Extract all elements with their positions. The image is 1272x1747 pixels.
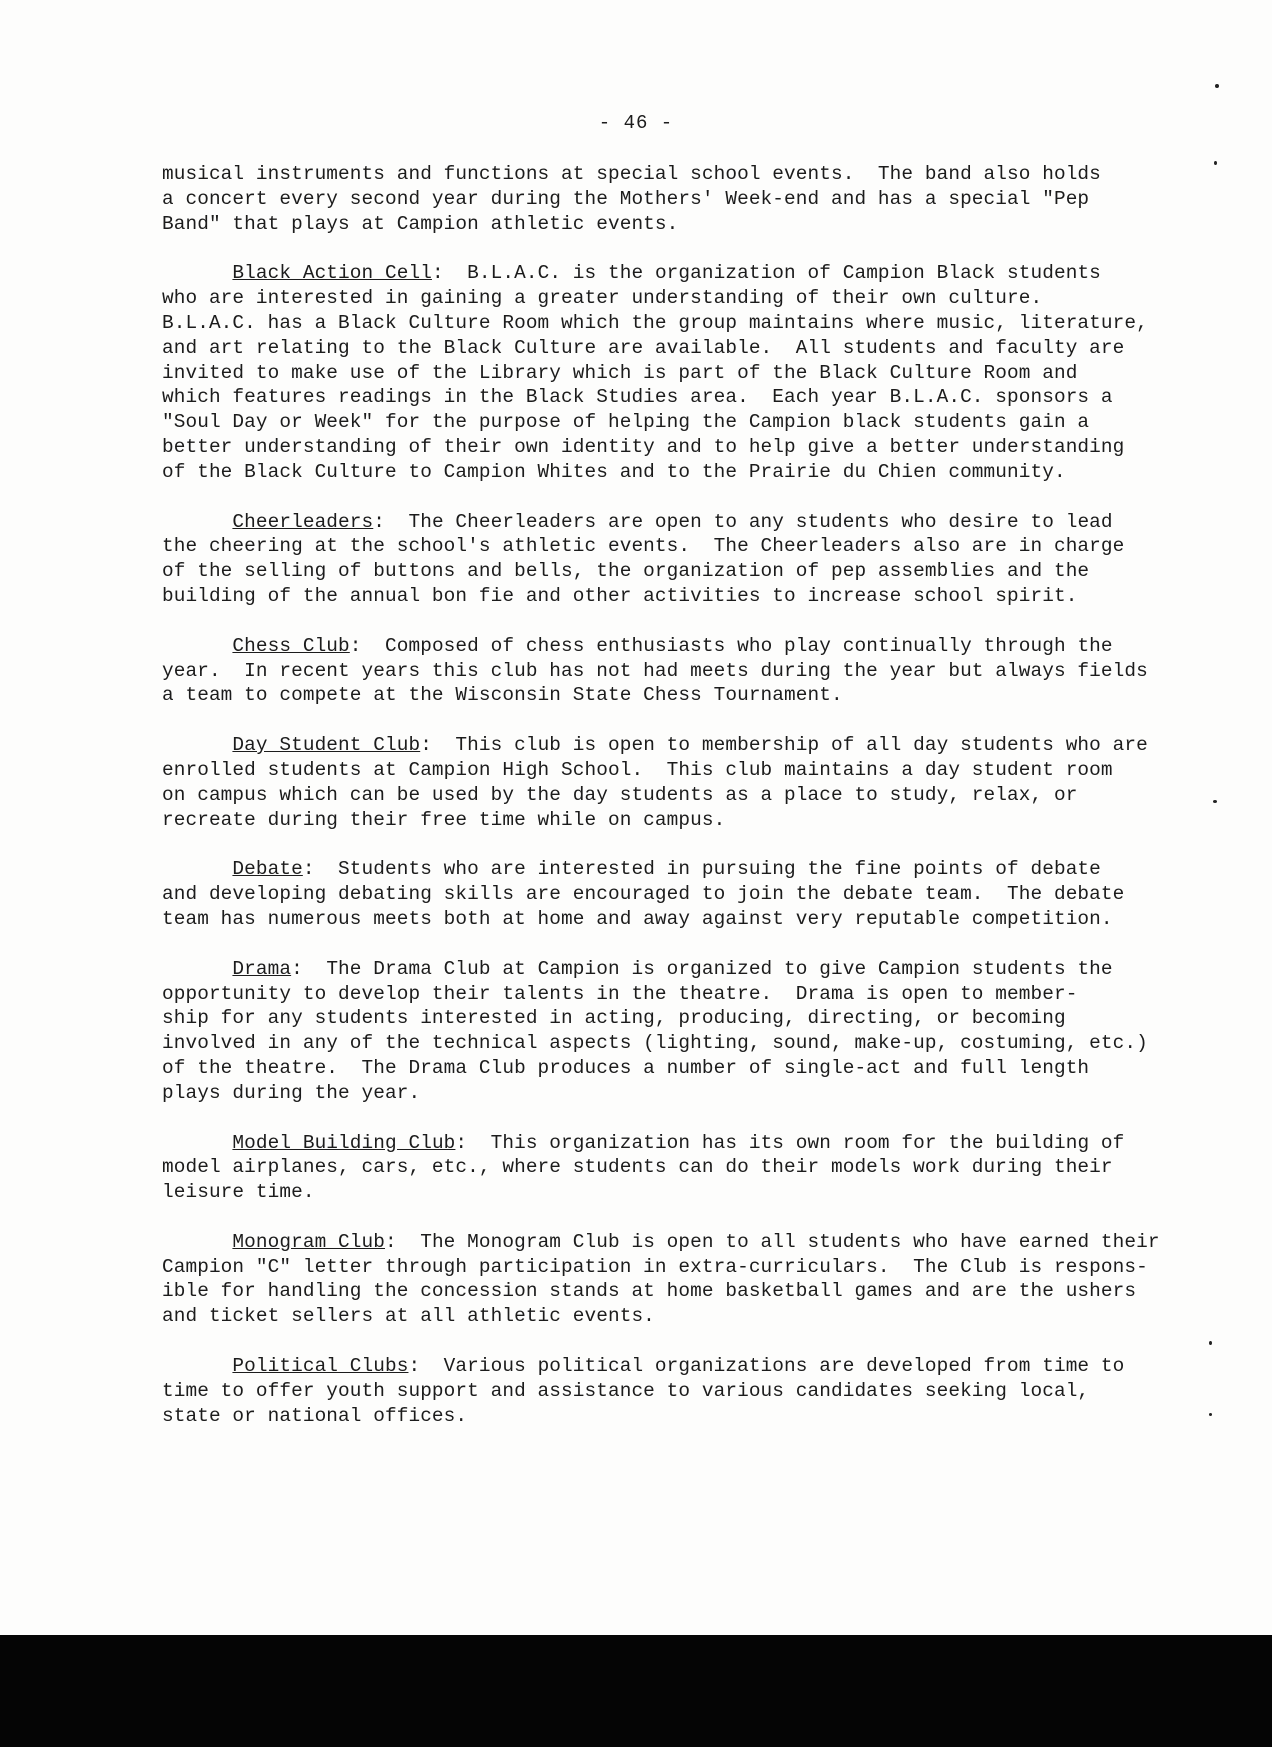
paragraph-line: and ticket sellers at all athletic events. xyxy=(162,1305,655,1328)
paragraph-first-line: : The Monogram Club is open to all students who have earned their xyxy=(385,1230,1160,1253)
paragraph-model-building-club xyxy=(162,1131,1222,1205)
scan-speck xyxy=(1209,1341,1212,1345)
heading-political-clubs: Political Clubs xyxy=(232,1355,409,1378)
paragraph-line: a team to compete at the Wisconsin State Chess Tournament. xyxy=(162,684,843,707)
paragraph-line: and developing debating skills are encouraged to join the debate team. The debate xyxy=(162,883,1125,906)
paragraph-line: opportunity to develop their talents in the theatre. Drama is open to member- xyxy=(162,982,1078,1005)
paragraph-line: Campion "C" letter through participation in extra-curriculars. The Club is respons- xyxy=(162,1255,1148,1278)
heading-chess-club: Chess Club xyxy=(232,634,350,657)
paragraph-line: of the Black Culture to Campion Whites and to the Prairie du Chien community. xyxy=(162,460,1066,483)
paragraph-line: better understanding of their own identity and to help give a better understanding xyxy=(162,435,1125,458)
paragraph-line: invited to make use of the Library which is part of the Black Culture Room and xyxy=(162,361,1078,384)
paragraph-line: involved in any of the technical aspects (lighting, sound, make-up, costuming, etc.) xyxy=(162,1032,1148,1055)
paragraph-line: team has numerous meets both at home and away against very reputable competition. xyxy=(162,907,1113,930)
paragraph-line: enrolled students at Campion High School. This club maintains a day student room xyxy=(162,758,1113,781)
paragraph-black-action-cell xyxy=(162,261,1222,484)
paragraph-line: ible for handling the concession stands at home basketball games and are the ushers xyxy=(162,1280,1137,1303)
paragraph-line: ship for any students interested in acting, producing, directing, or becoming xyxy=(162,1007,1066,1030)
paragraph-line: "Soul Day or Week" for the purpose of helping the Campion black students gain a xyxy=(162,411,1090,434)
paragraph-line: a concert every second year during the Mothers' Week-end and has a special "Pep xyxy=(162,187,1090,210)
heading-drama: Drama xyxy=(232,957,292,980)
paragraph-cheerleaders xyxy=(162,510,1222,609)
paragraph-chess-club xyxy=(162,634,1222,708)
heading-model-building-club: Model Building Club xyxy=(232,1131,456,1154)
paragraph-first-line: : B.L.A.C. is the organization of Campion Black students xyxy=(431,262,1101,285)
paragraph-line: who are interested in gaining a greater understanding of their own culture. xyxy=(162,287,1043,310)
paragraph-line: year. In recent years this club has not had meets during the year but always fields xyxy=(162,659,1148,682)
paragraph-drama xyxy=(162,957,1222,1106)
paragraph-first-line: : Students who are interested in pursuing the fine points of debate xyxy=(302,858,1101,881)
scan-border-band xyxy=(0,1635,1272,1747)
paragraph-line: and art relating to the Black Culture are available. All students and faculty are xyxy=(162,336,1125,359)
paragraph-day-student-club xyxy=(162,733,1222,832)
paragraph-line: the cheering at the school's athletic events. The Cheerleaders also are in charge xyxy=(162,535,1125,558)
scan-speck xyxy=(1209,1413,1212,1416)
scan-speck xyxy=(1213,800,1217,803)
paragraph-political-clubs xyxy=(162,1354,1222,1428)
scan-speck xyxy=(1214,161,1217,165)
paragraph-line: recreate during their free time while on campus. xyxy=(162,808,726,831)
paragraph-band xyxy=(162,162,1222,236)
heading-monogram-club: Monogram Club xyxy=(232,1230,385,1253)
paragraph-line: which features readings in the Black Studies area. Each year B.L.A.C. sponsors a xyxy=(162,386,1113,409)
heading-black-action-cell: Black Action Cell xyxy=(232,262,432,285)
body-text xyxy=(162,162,1222,1428)
paragraph-debate xyxy=(162,857,1222,931)
page-number: - 46 - xyxy=(598,112,674,134)
paragraph-line: musical instruments and functions at special school events. The band also holds xyxy=(162,163,1101,185)
paragraph-line: state or national offices. xyxy=(162,1404,468,1427)
paragraph-first-line: : Various political organizations are developed from time to xyxy=(408,1355,1125,1378)
paragraph-monogram-club xyxy=(162,1230,1222,1329)
paragraph-line: B.L.A.C. has a Black Culture Room which the group maintains where music, literature, xyxy=(162,311,1148,334)
heading-debate: Debate xyxy=(232,858,303,881)
heading-cheerleaders: Cheerleaders xyxy=(232,510,374,533)
paragraph-line: time to offer youth support and assistance to various candidates seeking local, xyxy=(162,1379,1090,1402)
paragraph-first-line: : This organization has its own room for the building of xyxy=(455,1131,1125,1154)
paragraph-line: Band" that plays at Campion athletic events. xyxy=(162,212,679,235)
paragraph-line: model airplanes, cars, etc., where students can do their models work during their xyxy=(162,1156,1113,1179)
paragraph-line: of the selling of buttons and bells, the organization of pep assemblies and the xyxy=(162,560,1090,583)
paragraph-line: leisure time. xyxy=(162,1181,315,1204)
paragraph-line: building of the annual bon fie and other activities to increase school spirit. xyxy=(162,584,1078,607)
paragraph-line: plays during the year. xyxy=(162,1081,421,1104)
scan-speck xyxy=(1215,84,1219,88)
paragraph-line: of the theatre. The Drama Club produces a number of single-act and full length xyxy=(162,1056,1090,1079)
paragraph-first-line: : The Drama Club at Campion is organized to give Campion students the xyxy=(291,957,1113,980)
paragraph-first-line: : Composed of chess enthusiasts who play continually through the xyxy=(349,634,1113,657)
heading-day-student-club: Day Student Club xyxy=(232,734,421,757)
paragraph-line: on campus which can be used by the day students as a place to study, relax, or xyxy=(162,783,1078,806)
paragraph-first-line: : The Cheerleaders are open to any students who desire to lead xyxy=(373,510,1113,533)
paragraph-first-line: : This club is open to membership of all day students who are xyxy=(420,734,1148,757)
